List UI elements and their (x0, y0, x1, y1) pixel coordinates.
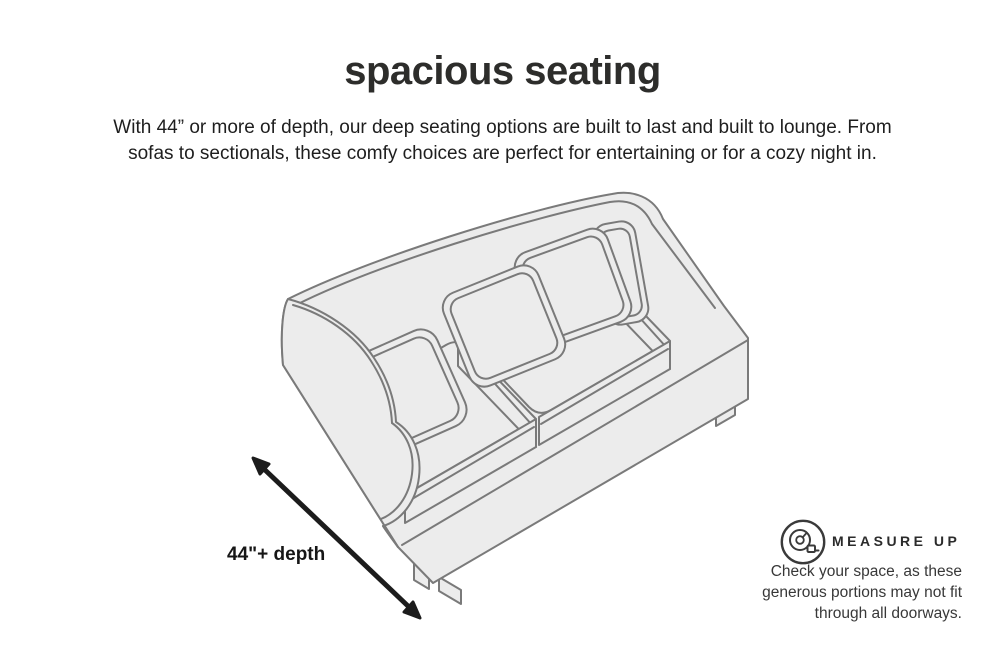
description-line-1: With 44” or more of depth, our deep seating options are built to last and built to lounge. From (113, 117, 892, 138)
description-line-2: sofas to sectionals, these comfy choices are perfect for entertaining or for a cozy night in. (128, 143, 877, 164)
page-title: spacious seating (344, 49, 661, 93)
measure-up-note-line-2: generous portions may not fit (762, 584, 962, 601)
measure-up-note (748, 561, 962, 624)
measure-up-note-line-1: Check your space, as these (770, 563, 962, 580)
page-description (0, 115, 1005, 167)
measure-up-title: MEASURE UP (832, 533, 961, 549)
sofa-line-drawing (230, 180, 790, 650)
measure-up-note-line-3: through all doorways. (814, 605, 962, 622)
depth-dimension-label: 44"+ depth (227, 544, 326, 565)
tape-measure-icon (780, 519, 826, 565)
